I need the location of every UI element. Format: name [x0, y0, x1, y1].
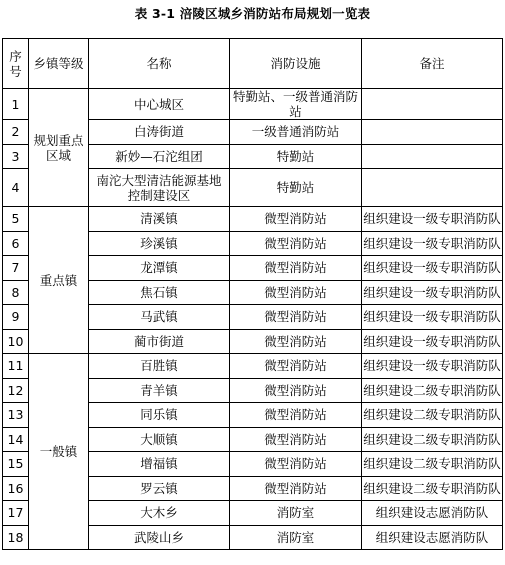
facility-cell: 特勤站: [230, 144, 362, 169]
name-cell: 罗云镇: [89, 476, 230, 501]
name-cell: 青羊镇: [89, 378, 230, 403]
facility-cell: 微型消防站: [230, 305, 362, 330]
header-seq: [3, 39, 29, 89]
facility-cell: 微型消防站: [230, 427, 362, 452]
header-facility: 消防设施: [230, 39, 362, 89]
facility-cell: 消防室: [230, 525, 362, 550]
facility-cell: 微型消防站: [230, 403, 362, 428]
remark-cell: [362, 169, 503, 207]
name-cell: 增福镇: [89, 452, 230, 477]
name-cell: 新妙—石沱组团: [89, 144, 230, 169]
remark-cell: 组织建设一级专职消防队: [362, 329, 503, 354]
row-number: 6: [3, 231, 29, 256]
group-cell-general-town: 一般镇: [29, 354, 89, 550]
name-cell: 清溪镇: [89, 207, 230, 232]
facility-cell: 一级普通消防站: [230, 120, 362, 145]
name-cell: [89, 169, 230, 207]
table-header: [3, 39, 503, 89]
row-number: 5: [3, 207, 29, 232]
row-number: 7: [3, 256, 29, 281]
remark-cell: 组织建设一级专职消防队: [362, 256, 503, 281]
table-row: [3, 354, 503, 379]
facility-cell: 微型消防站: [230, 476, 362, 501]
row-number: 13: [3, 403, 29, 428]
table-title: 表 3-1 涪陵区城乡消防站布局规划一览表: [134, 6, 371, 21]
row-number: 17: [3, 501, 29, 526]
row-number: 16: [3, 476, 29, 501]
header-remark: 备注: [362, 39, 503, 89]
facility-cell: 消防室: [230, 501, 362, 526]
row-number: 1: [3, 89, 29, 120]
fire-station-layout-table: [2, 38, 503, 550]
facility-cell: 微型消防站: [230, 256, 362, 281]
facility-cell: 微型消防站: [230, 378, 362, 403]
name-cell: 百胜镇: [89, 354, 230, 379]
name-cell: 龙潭镇: [89, 256, 230, 281]
remark-cell: 组织建设一级专职消防队: [362, 280, 503, 305]
group-cell-key-area: [29, 89, 89, 207]
name-cell: 焦石镇: [89, 280, 230, 305]
remark-cell: 组织建设一级专职消防队: [362, 305, 503, 330]
name-line2: 控制建设区: [127, 187, 191, 203]
name-cell: 大木乡: [89, 501, 230, 526]
row-number: 4: [3, 169, 29, 207]
row-number: 10: [3, 329, 29, 354]
facility-cell: 微型消防站: [230, 452, 362, 477]
name-cell: 大顺镇: [89, 427, 230, 452]
remark-cell: 组织建设一级专职消防队: [362, 231, 503, 256]
facility-cell: 微型消防站: [230, 231, 362, 256]
name-cell: 武陵山乡: [89, 525, 230, 550]
row-number: 11: [3, 354, 29, 379]
row-number: 14: [3, 427, 29, 452]
group-label-line1: 规划重点: [33, 132, 84, 148]
row-number: 3: [3, 144, 29, 169]
remark-cell: 组织建设志愿消防队: [362, 501, 503, 526]
name-cell: 同乐镇: [89, 403, 230, 428]
row-number: 18: [3, 525, 29, 550]
group-cell-key-town: 重点镇: [29, 207, 89, 354]
facility-cell: 微型消防站: [230, 354, 362, 379]
table-row: [3, 207, 503, 232]
table-row: [3, 89, 503, 120]
row-number: 8: [3, 280, 29, 305]
remark-cell: [362, 144, 503, 169]
remark-cell: 组织建设二级专职消防队: [362, 476, 503, 501]
name-line1: 南沱大型清洁能源基地: [96, 172, 222, 188]
name-cell: 珍溪镇: [89, 231, 230, 256]
remark-cell: 组织建设二级专职消防队: [362, 452, 503, 477]
facility-cell: 特勤站: [230, 169, 362, 207]
row-number: 9: [3, 305, 29, 330]
remark-cell: [362, 89, 503, 120]
facility-cell: 微型消防站: [230, 280, 362, 305]
remark-cell: 组织建设志愿消防队: [362, 525, 503, 550]
facility-cell: 微型消防站: [230, 207, 362, 232]
remark-cell: 组织建设二级专职消防队: [362, 378, 503, 403]
header-seq-line2: 号: [9, 63, 22, 79]
remark-cell: 组织建设二级专职消防队: [362, 427, 503, 452]
group-label-line2: 区域: [45, 147, 71, 163]
header-row: [3, 39, 503, 89]
name-cell: 白涛街道: [89, 120, 230, 145]
header-seq-line1: 序: [9, 48, 22, 64]
facility-cell: 微型消防站: [230, 329, 362, 354]
remark-cell: 组织建设一级专职消防队: [362, 207, 503, 232]
row-number: 15: [3, 452, 29, 477]
row-number: 2: [3, 120, 29, 145]
row-number: 12: [3, 378, 29, 403]
remark-cell: 组织建设一级专职消防队: [362, 354, 503, 379]
remark-cell: 组织建设二级专职消防队: [362, 403, 503, 428]
header-name: 名称: [89, 39, 230, 89]
table-body: [3, 89, 503, 550]
name-cell: 中心城区: [89, 89, 230, 120]
name-cell: 蔺市街道: [89, 329, 230, 354]
remark-cell: [362, 120, 503, 145]
facility-cell: 特勤站、一级普通消防站: [230, 89, 362, 120]
header-level: 乡镇等级: [29, 39, 89, 89]
name-cell: 马武镇: [89, 305, 230, 330]
